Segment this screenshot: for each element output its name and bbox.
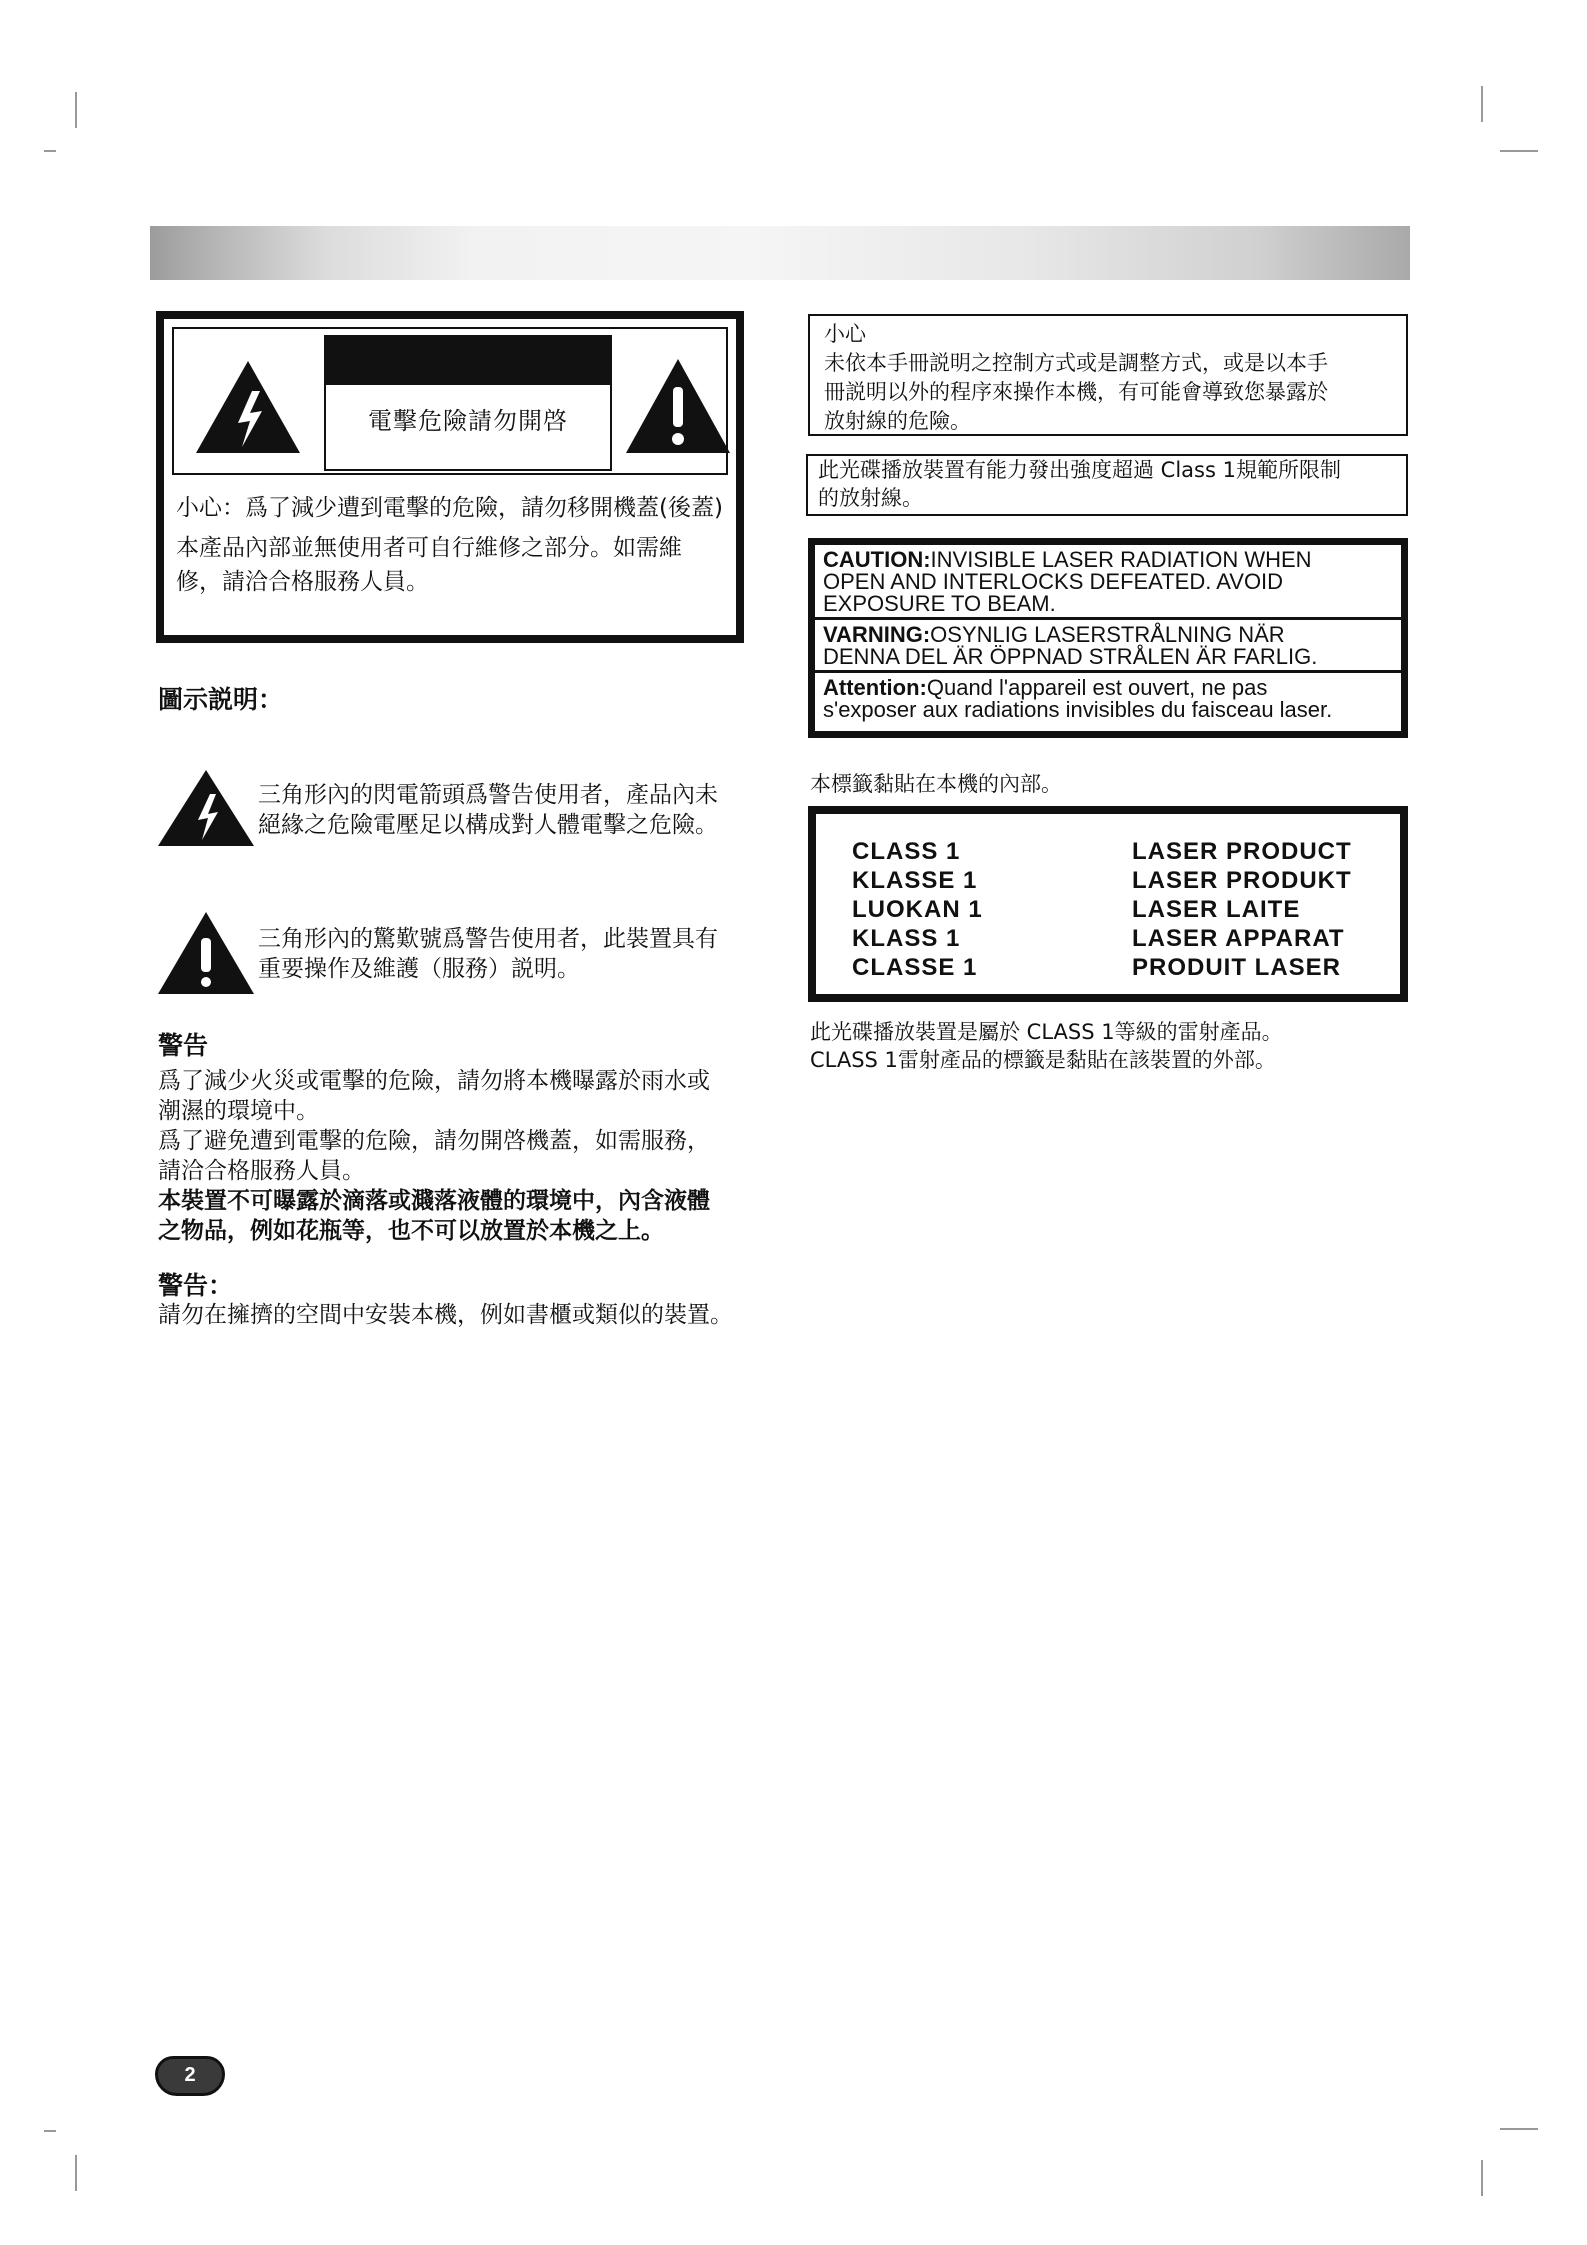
caution-label-word: CAUTION: [823,547,931,572]
laser-class-label [808,806,1408,1002]
lightning-warning-icon [156,768,256,848]
laser-class-notice-line: 此光碟播放裝置有能力發出強度超過 Class 1規範所限制 [818,458,1341,482]
crop-mark [75,92,77,128]
warning-bold-line: 本裝置不可曝露於滴落或濺落液體的環境中，內含液體 [158,1188,710,1214]
attention-label-word: Attention: [823,675,927,700]
class-row [852,867,1392,896]
caution-label [324,335,612,471]
warning-bold-line: 之物品，例如花瓶等，也不可以放置於本機之上。 [158,1218,664,1244]
class-row [852,925,1392,954]
attention-text-line: s'exposer aux radiations invisibles du faisceau laser. [823,697,1333,722]
laser-caution-title: 小心 [824,322,866,346]
laser-caution-line: 冊説明以外的程序來操作本機，有可能會導致您暴露於 [824,380,1328,404]
class-row-right: LASER APPARAT [1132,925,1345,952]
class-row-right: PRODUIT LASER [1132,954,1342,981]
caution-panel-top [172,327,728,475]
warning-line: 請洽合格服務人員。 [158,1158,365,1184]
class-row [852,896,1392,925]
exclamation-warning-icon [622,355,734,457]
header-band [150,226,1410,280]
caution-text [176,491,732,605]
class-row-left: KLASS 1 [852,925,961,952]
varning-segment [815,620,1401,673]
lightning-legend-text [258,780,758,840]
warning-text [158,1066,758,1246]
exclamation-legend-line-2: 重要操作及維護（服務）説明。 [258,956,580,982]
class-row-left: KLASSE 1 [852,867,978,894]
class-row [852,954,1392,983]
class-row-left: LUOKAN 1 [852,896,983,923]
crop-mark [1500,150,1538,152]
legend-heading: 圖示説明： [158,685,284,714]
caution-label-banner [326,337,610,385]
lightning-legend-line-2: 絕緣之危險電壓足以構成對人體電擊之危險。 [258,812,718,838]
label-location-note: 本標籤黏貼在本機的內部。 [810,772,1062,796]
class-note-line: CLASS 1雷射產品的標籤是黏貼在該裝置的外部。 [810,1048,1276,1072]
warning-heading: 警告 [158,1031,209,1060]
caution-text-line: OPEN AND INTERLOCKS DEFEATED. AVOID [823,569,1284,594]
page-number-badge: 2 [155,2056,225,2096]
warning2-heading: 警告： [158,1271,234,1300]
laser-caution-line: 未依本手冊説明之控制方式或是調整方式，或是以本手 [824,351,1328,375]
warning-line: 爲了避免遭到電擊的危險，請勿開啓機蓋，如需服務， [158,1128,710,1154]
class-row-left: CLASSE 1 [852,954,978,981]
attention-text-line: Quand l'appareil est ouvert, ne pas [926,675,1268,700]
class-row [852,838,1392,867]
class-row-right: LASER PRODUKT [1132,867,1352,894]
varning-text-line: DENNA DEL ÄR ÖPPNAD STRÅLEN ÄR FARLIG. [823,644,1318,669]
warning-line: 爲了減少火災或電擊的危險，請勿將本機曝露於雨水或 [158,1068,710,1094]
crop-mark [44,2130,56,2132]
caution-label-text: 電擊危險請勿開啓 [368,407,568,435]
class-row-right: LASER LAITE [1132,896,1301,923]
caution-segment [815,545,1401,620]
laser-class-notice-box [806,454,1408,516]
caution-line-2a: 本產品內部並無使用者可自行維修之部分。如需維 [176,535,682,561]
laser-class-notice-line: 的放射線。 [818,486,923,510]
exclamation-legend-text [258,924,758,984]
caution-panel [156,311,744,643]
caution-text-line: INVISIBLE LASER RADIATION WHEN [930,547,1312,572]
caution-line-2b: 修，請洽合格服務人員。 [176,569,429,595]
class-row-left: CLASS 1 [852,838,961,865]
warning-line: 潮濕的環境中。 [158,1098,319,1124]
warning2-text: 請勿在擁擠的空間中安裝本機，例如書櫃或類似的裝置。 [158,1302,733,1328]
class-row-right: LASER PRODUCT [1132,838,1352,865]
laser-radiation-warning-label [808,538,1408,738]
crop-mark [1500,2128,1538,2130]
laser-caution-line: 放射線的危險。 [824,409,971,433]
varning-text-line: OSYNLIG LASERSTRÅLNING NÄR [930,622,1285,647]
lightning-warning-icon [192,357,304,457]
laser-caution-box [808,314,1408,436]
exclamation-warning-icon [156,910,256,996]
class-note [810,1018,1283,1074]
varning-label-word: VARNING: [823,622,931,647]
crop-mark [75,2155,77,2191]
attention-segment [815,673,1401,723]
lightning-legend-line-1: 三角形內的閃電箭頭爲警告使用者，產品內未 [258,782,718,808]
exclamation-legend-line-1: 三角形內的驚歎號爲警告使用者，此裝置具有 [258,926,718,952]
caution-text-line: EXPOSURE TO BEAM. [823,591,1056,616]
caution-line-1: 小心：爲了減少遭到電擊的危險，請勿移開機蓋(後蓋) [176,495,723,521]
class-note-line: 此光碟播放裝置是屬於 CLASS 1等級的雷射產品。 [810,1020,1283,1044]
crop-mark [1481,2160,1483,2196]
crop-mark [44,150,56,152]
crop-mark [1481,86,1483,122]
